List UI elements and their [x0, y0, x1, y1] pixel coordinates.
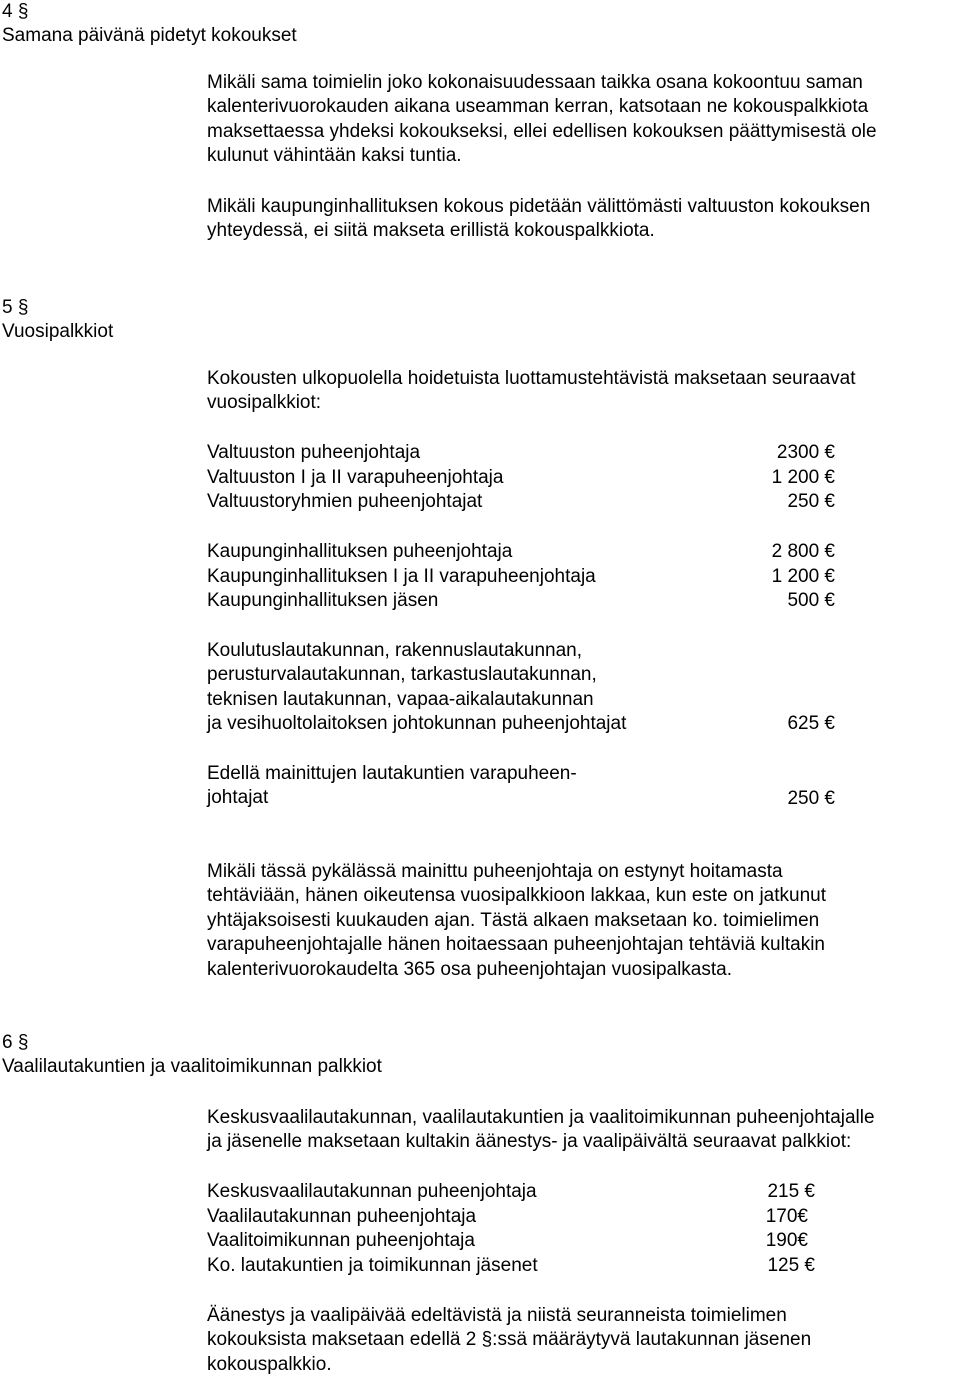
- text-line: teknisen lautakunnan, vapaa-aikalautakunnan: [207, 688, 594, 710]
- section-6-heading: [2, 1031, 382, 1080]
- fee-amount: 1 200 €: [771, 566, 835, 587]
- text-line: Edellä mainittujen lautakuntien varapuheen-: [207, 763, 577, 784]
- fee-amount: 250 €: [787, 491, 835, 512]
- text-line: kulunut vähintään kaksi tuntia.: [207, 145, 462, 167]
- section-6-title: Vaalilautakuntien ja vaalitoimikunnan palkkiot: [2, 1056, 382, 1078]
- fee-label: Kaupunginhallituksen I ja II varapuheenjohtaja: [207, 566, 596, 587]
- vice-chairs-amount: 250 €: [787, 788, 835, 809]
- section-5-number: 5 §: [2, 297, 29, 318]
- text-line: kalenterivuorokauden aikana useamman kerran, katsotaan ne kokouspalkkiota: [207, 96, 869, 118]
- text-line: kalenterivuorokaudelta 365 osa puheenjohtajan vuosipalkasta.: [207, 958, 732, 980]
- boards-chairs-label: [207, 639, 626, 737]
- section-6-outro: [207, 1304, 811, 1377]
- text-line: Äänestys ja vaalipäivää edeltävistä ja niistä seuranneista toimielimen: [207, 1305, 787, 1326]
- text-line: ja vesihuoltolaitoksen johtokunnan puheenjohtajat: [207, 713, 627, 735]
- section-4-title: Samana päivänä pidetyt kokoukset: [2, 25, 297, 47]
- text-line: Mikäli tässä pykälässä mainittu puheenjohtaja on estynyt hoitamasta: [207, 861, 783, 882]
- text-line: Koulutuslautakunnan, rakennuslautakunnan,: [207, 640, 583, 661]
- section-5-outro: [207, 860, 826, 982]
- boards-chairs-amount: 625 €: [787, 713, 835, 734]
- text-line: Kokousten ulkopuolella hoidetuista luottamustehtävistä maksetaan seuraavat: [207, 368, 856, 389]
- section-6-number: 6 §: [2, 1032, 29, 1053]
- section-4-paragraph-2: [207, 195, 870, 244]
- fee-amount: 125 €: [767, 1255, 815, 1276]
- fee-label: Vaalilautakunnan puheenjohtaja: [207, 1206, 477, 1227]
- section-5-title: Vuosipalkkiot: [2, 321, 114, 343]
- text-line: kokouspalkkio.: [207, 1353, 332, 1375]
- section-5-intro: [207, 367, 856, 416]
- fee-label: Vaalitoimikunnan puheenjohtaja: [207, 1230, 475, 1251]
- text-line: maksettaessa yhdeksi kokoukseksi, ellei edellisen kokouksen päättymisestä ole: [207, 120, 877, 142]
- section-5-heading: [2, 296, 113, 345]
- text-line: johtajat: [207, 787, 269, 809]
- fee-label: Kaupunginhallituksen jäsen: [207, 590, 439, 611]
- fee-label: Ko. lautakuntien ja toimikunnan jäsenet: [207, 1255, 538, 1276]
- section-4-heading: [2, 0, 297, 49]
- text-line: yhteydessä, ei siitä makseta erillistä kokouspalkkiota.: [207, 220, 655, 242]
- section-4-number: 4 §: [2, 1, 29, 22]
- fee-amount: 215 €: [767, 1181, 815, 1202]
- fee-label: Keskusvaalilautakunnan puheenjohtaja: [207, 1181, 537, 1202]
- fee-label: Valtuuston puheenjohtaja: [207, 442, 421, 463]
- text-line: Mikäli kaupunginhallituksen kokous pidetään välittömästi valtuuston kokouksen: [207, 196, 871, 217]
- text-line: yhtäjaksoisesti kuukauden ajan. Tästä alkaen maksetaan ko. toimielimen: [207, 909, 820, 931]
- vice-chairs-label: [207, 762, 577, 811]
- fee-label: Valtuuston I ja II varapuheenjohtaja: [207, 467, 504, 488]
- text-line: Keskusvaalilautakunnan, vaalilautakuntien ja vaalitoimikunnan puheenjohtajalle: [207, 1107, 875, 1128]
- fee-label: Valtuustoryhmien puheenjohtajat: [207, 491, 483, 512]
- section-6-intro: [207, 1106, 875, 1155]
- text-line: varapuheenjohtajalle hänen hoitaessaan puheenjohtajan tehtäviä kultakin: [207, 934, 825, 956]
- fee-amount: 2 800 €: [771, 541, 835, 562]
- fee-amount: 1 200 €: [771, 467, 835, 488]
- fee-amount: 2300 €: [776, 442, 835, 463]
- section-4-paragraph-1: [207, 71, 877, 169]
- fee-amount: 500 €: [787, 590, 835, 611]
- fee-amount: 170€: [765, 1206, 808, 1227]
- text-line: perusturvalautakunnan, tarkastuslautakunnan,: [207, 664, 597, 686]
- text-line: kokouksista maksetaan edellä 2 §:ssä määräytyvä lautakunnan jäsenen: [207, 1329, 812, 1351]
- text-line: vuosipalkkiot:: [207, 392, 322, 414]
- text-line: Mikäli sama toimielin joko kokonaisuudessaan taikka osana kokoontuu saman: [207, 72, 863, 93]
- fee-amount: 190€: [765, 1230, 808, 1251]
- text-line: ja jäsenelle maksetaan kultakin äänestys- ja vaalipäivältä seuraavat palkkiot:: [207, 1131, 852, 1153]
- text-line: tehtäviään, hänen oikeutensa vuosipalkkioon lakkaa, kun este on jatkunut: [207, 885, 826, 907]
- fee-label: Kaupunginhallituksen puheenjohtaja: [207, 541, 513, 562]
